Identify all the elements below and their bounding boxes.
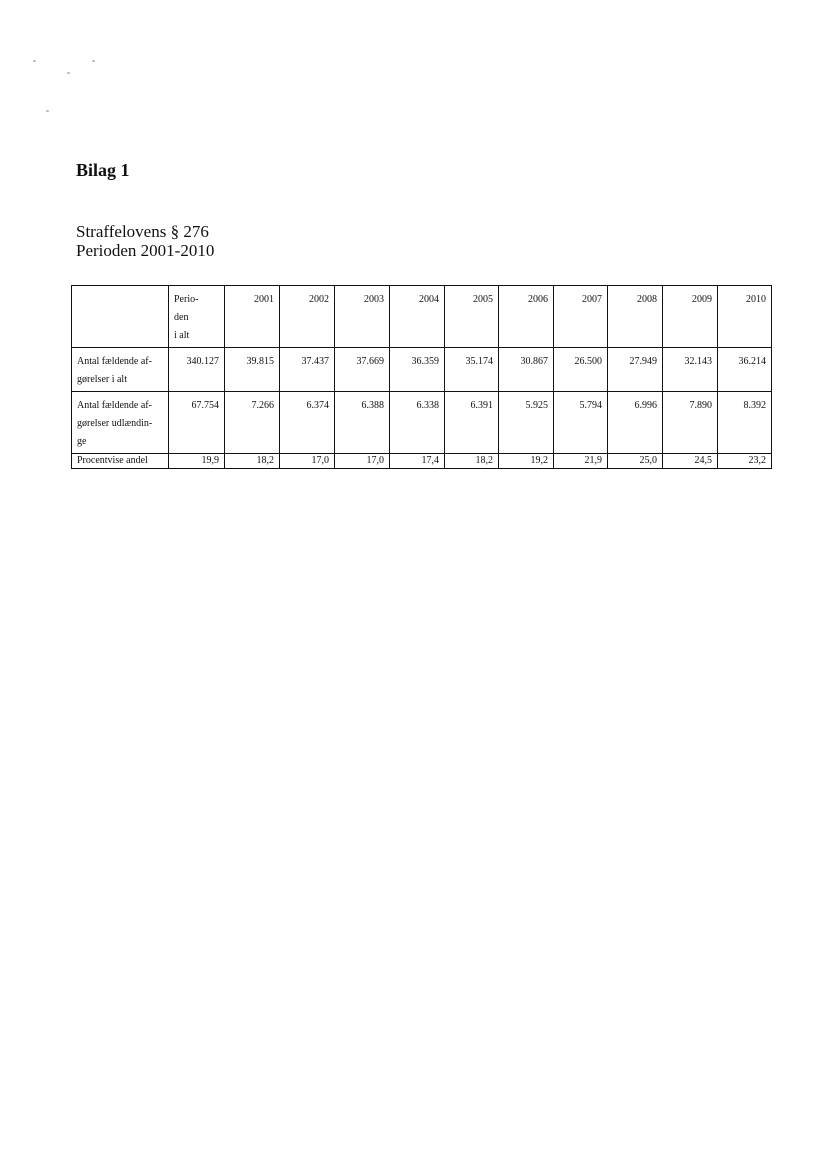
document-subtitle xyxy=(76,222,214,260)
column-header-year: 2002 xyxy=(280,286,335,348)
column-header-year: 2010 xyxy=(718,286,772,348)
column-header-period: Perio- den i alt xyxy=(169,286,225,348)
table-cell: 5.925 xyxy=(499,392,554,454)
table-cell: 32.143 xyxy=(663,348,718,392)
column-header-year: 2004 xyxy=(390,286,445,348)
table-cell: 6.391 xyxy=(445,392,499,454)
table-cell: 340.127 xyxy=(169,348,225,392)
column-header-year: 2007 xyxy=(554,286,608,348)
table-cell: 37.669 xyxy=(335,348,390,392)
table-row xyxy=(72,454,772,469)
scan-speck xyxy=(33,60,36,62)
column-header-year: 2009 xyxy=(663,286,718,348)
table-cell: 36.214 xyxy=(718,348,772,392)
table-cell: 26.500 xyxy=(554,348,608,392)
column-header-year: 2008 xyxy=(608,286,663,348)
table-cell: 6.996 xyxy=(608,392,663,454)
table-cell: 67.754 xyxy=(169,392,225,454)
table-cell: 21,9 xyxy=(554,454,608,469)
column-header-year: 2003 xyxy=(335,286,390,348)
page-title: Bilag 1 xyxy=(76,160,130,180)
table-row xyxy=(72,392,772,454)
table-cell: 19,2 xyxy=(499,454,554,469)
statistics-table xyxy=(71,285,772,469)
table-cell: 5.794 xyxy=(554,392,608,454)
table-cell: 7.266 xyxy=(225,392,280,454)
table-cell: 35.174 xyxy=(445,348,499,392)
table-cell: 25,0 xyxy=(608,454,663,469)
table-cell: 19,9 xyxy=(169,454,225,469)
table-cell: 30.867 xyxy=(499,348,554,392)
table-cell: 8.392 xyxy=(718,392,772,454)
row-label: Antal fældende af- gørelser i alt xyxy=(72,348,169,392)
table-cell: 6.338 xyxy=(390,392,445,454)
column-header-year: 2005 xyxy=(445,286,499,348)
table-cell: 37.437 xyxy=(280,348,335,392)
scan-speck xyxy=(46,110,49,112)
table-cell: 36.359 xyxy=(390,348,445,392)
table-cell: 17,0 xyxy=(335,454,390,469)
table-row xyxy=(72,348,772,392)
table-cell: 17,0 xyxy=(280,454,335,469)
table-header-row xyxy=(72,286,772,348)
scan-speck xyxy=(67,72,70,74)
subtitle-period: Perioden 2001-2010 xyxy=(76,241,215,260)
column-header-year: 2006 xyxy=(499,286,554,348)
column-header-year: 2001 xyxy=(225,286,280,348)
table-cell: 24,5 xyxy=(663,454,718,469)
table-cell: 7.890 xyxy=(663,392,718,454)
table-cell: 17,4 xyxy=(390,454,445,469)
table-cell: 23,2 xyxy=(718,454,772,469)
table-cell: 39.815 xyxy=(225,348,280,392)
table-cell: 27.949 xyxy=(608,348,663,392)
row-label: Procentvise andel xyxy=(72,454,169,469)
table-cell: 18,2 xyxy=(445,454,499,469)
scan-speck xyxy=(92,60,95,62)
column-header xyxy=(72,286,169,348)
subtitle-statute: Straffelovens § 276 xyxy=(76,222,209,241)
table-cell: 6.374 xyxy=(280,392,335,454)
table-cell: 18,2 xyxy=(225,454,280,469)
row-label: Antal fældende af- gørelser udlændin- ge xyxy=(72,392,169,454)
table-cell: 6.388 xyxy=(335,392,390,454)
